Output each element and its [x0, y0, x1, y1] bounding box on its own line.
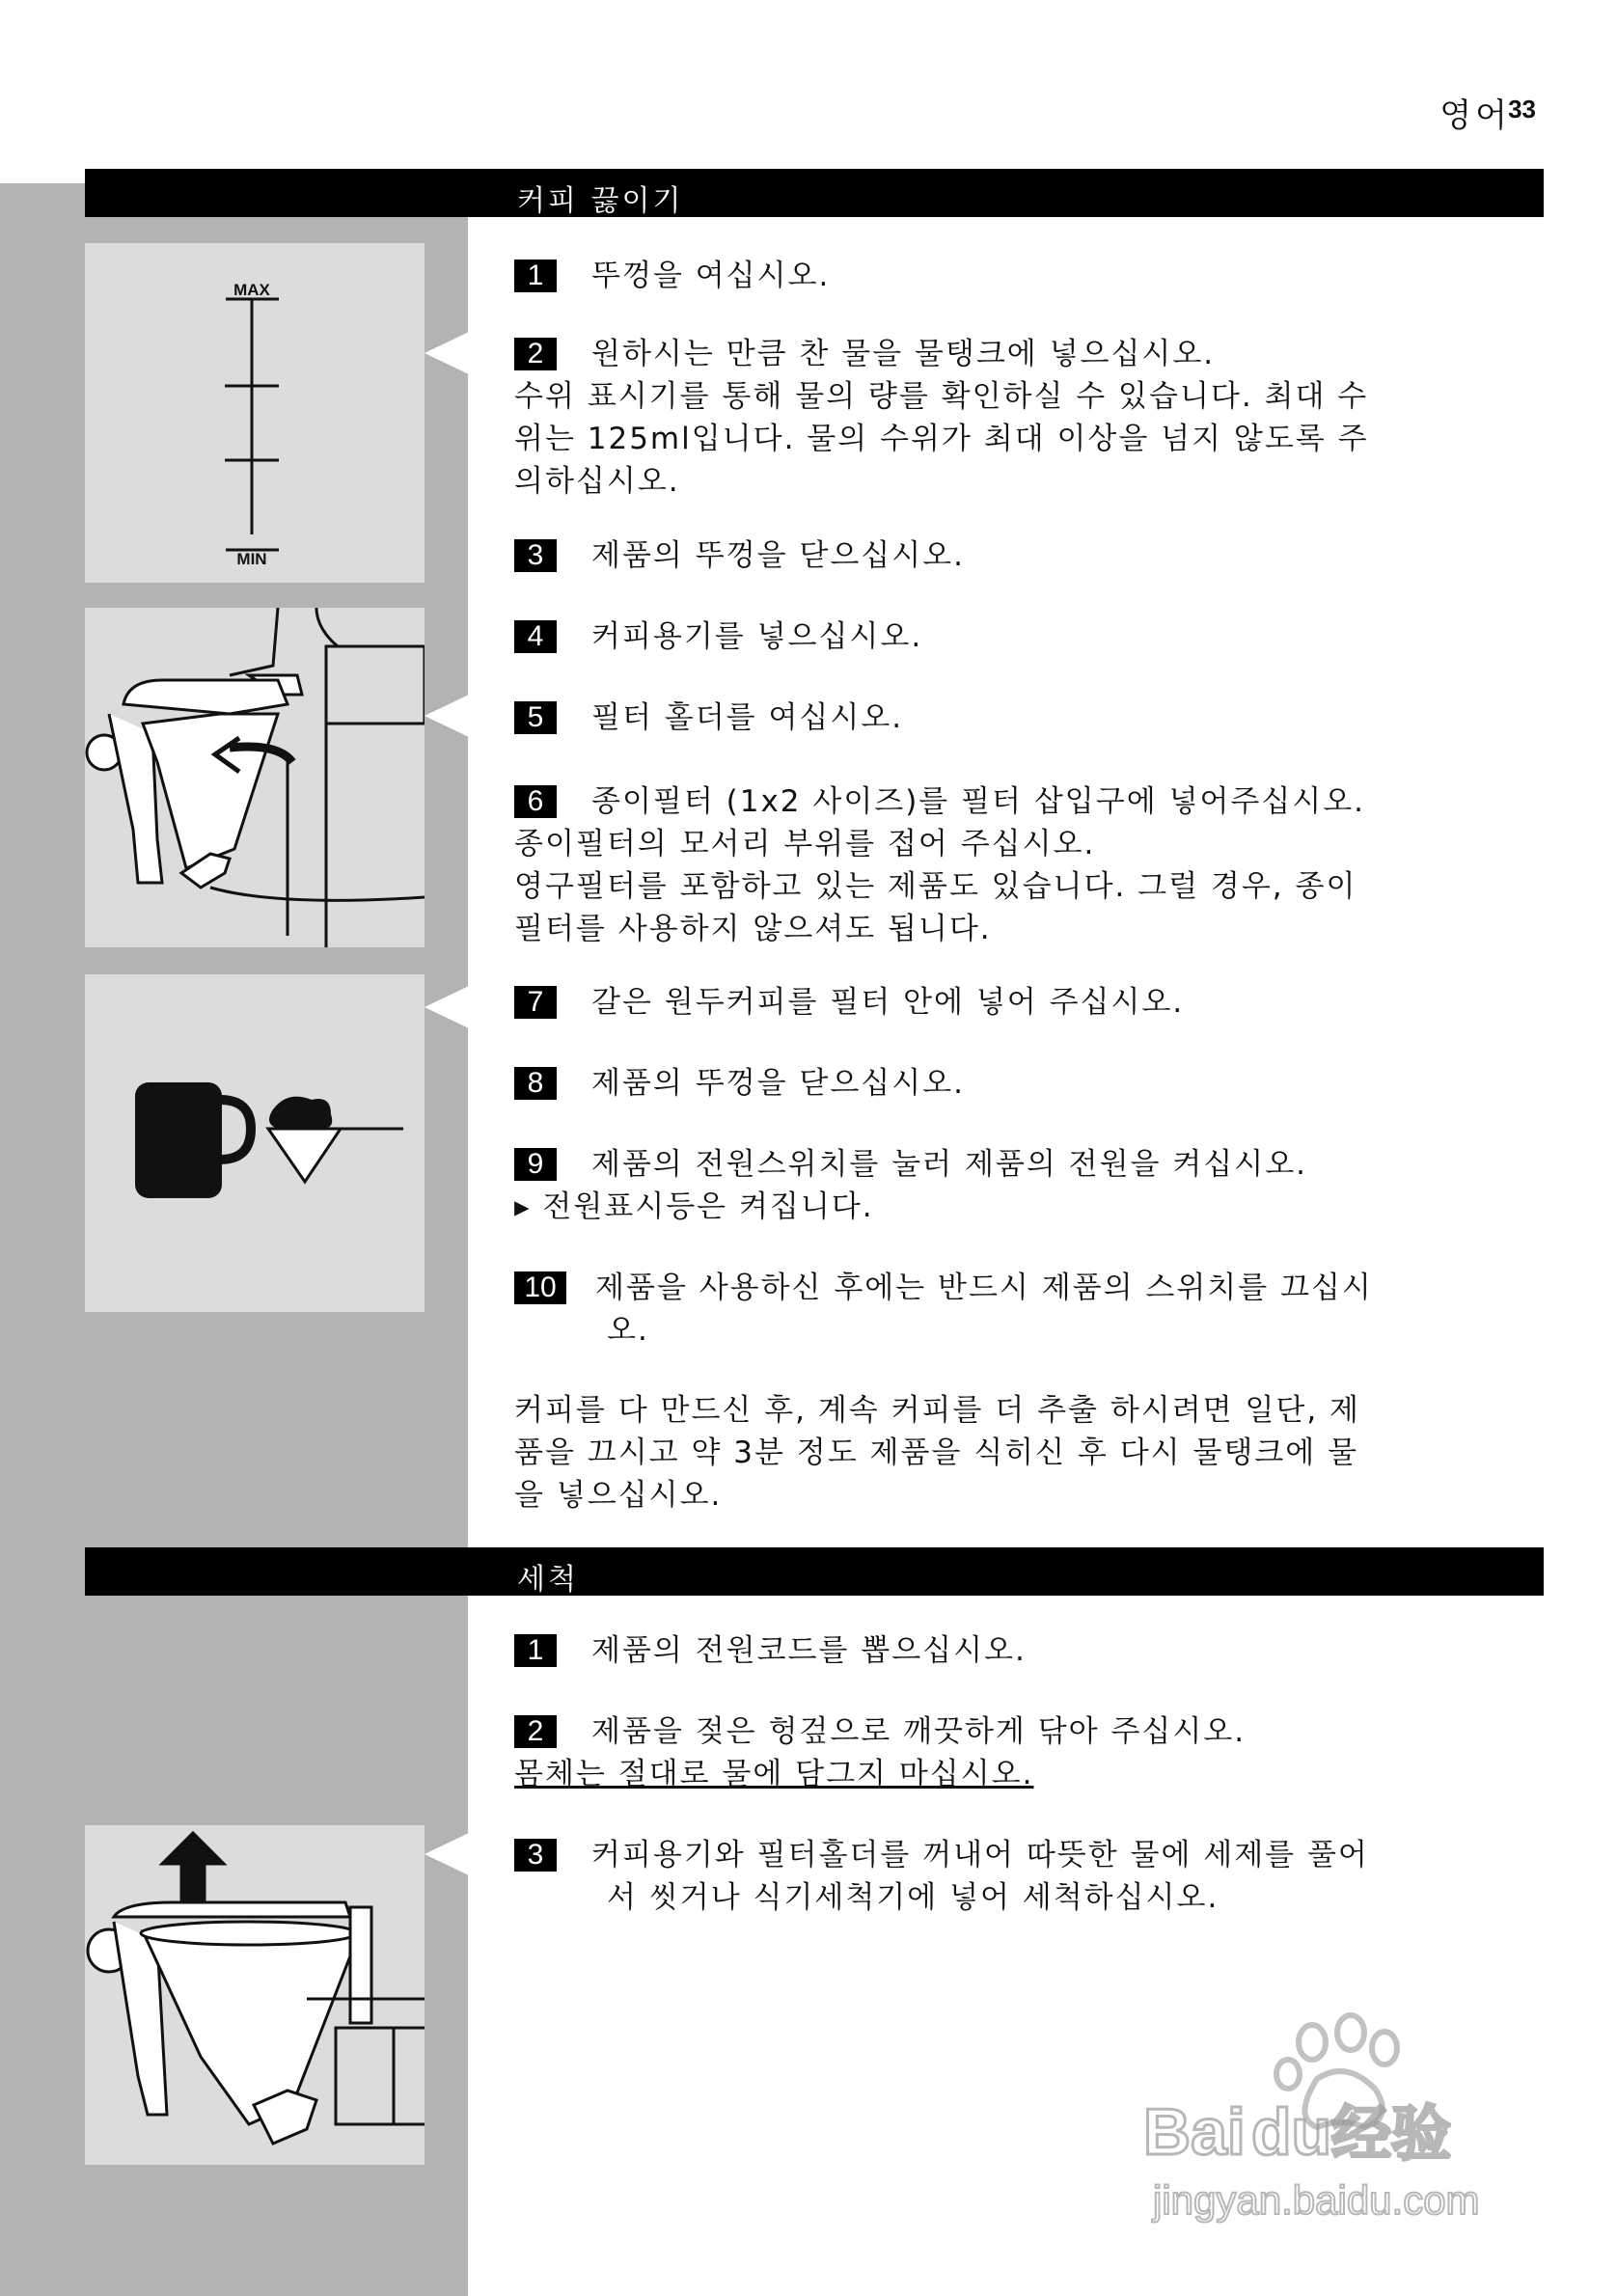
step-number: 2 [514, 338, 557, 370]
brew-step-4 [514, 615, 1547, 658]
step-text: 제품의 뚜껑을 닫으십시오. [591, 538, 965, 573]
step-detail: 종이필터의 모서리 부위를 접어 주십시오. [514, 827, 1096, 861]
pointer-arrow [425, 1833, 469, 1875]
step-text: 제품의 뚜껑을 닫으십시오. [591, 1066, 965, 1101]
filter-holder-illustration [85, 608, 425, 947]
step-text: 종이필터 (1x2 사이즈)를 필터 삽입구에 넣어주십시오. [591, 784, 1366, 819]
section-cleaning-bar [85, 1547, 1544, 1596]
step-number: 1 [514, 260, 557, 292]
note-line: 커피를 다 만드신 후, 계속 커피를 더 추출 하시려면 일단, 제 [514, 1393, 1361, 1428]
header-language: 영어 [1439, 96, 1511, 135]
clean-step-2 [514, 1710, 1547, 1795]
pointer-arrow [425, 332, 469, 374]
step-text-continued: 서 씻거나 식기세척기에 넣어 세척하십시오. [607, 1880, 1220, 1915]
step-detail: 필터를 사용하지 않으셔도 됩니다. [514, 912, 992, 946]
step-text: 뚜껑을 여십시오. [591, 259, 831, 293]
section-brewing-title: 커피 끓이기 [517, 184, 684, 218]
step-text: 필터 홀더를 여십시오. [591, 700, 904, 735]
step-text: 제품을 사용하신 후에는 반드시 제품의 스위치를 끄십시 [595, 1271, 1373, 1305]
step-text: 제품의 전원스위치를 눌러 제품의 전원을 켜십시오. [591, 1147, 1307, 1182]
step-text: 커피용기와 필터홀더를 꺼내어 따뜻한 물에 세제를 풀어 [591, 1838, 1369, 1872]
scoop-icon [268, 1129, 341, 1182]
brew-step-7 [514, 981, 1547, 1024]
step-number: 9 [514, 1148, 557, 1181]
brew-note [514, 1389, 1547, 1517]
brew-step-8 [514, 1062, 1547, 1105]
pointer-arrow [425, 695, 469, 737]
step-number: 1 [514, 1634, 557, 1667]
step-detail: 수위 표시기를 통해 물의 량를 확인하실 수 있습니다. 최대 수 [514, 379, 1369, 414]
brew-step-5 [514, 697, 1547, 739]
note-line: 을 넣으십시오. [514, 1478, 723, 1513]
max-label: MAX [233, 281, 270, 299]
mug-icon [135, 1082, 222, 1198]
step-number: 7 [514, 986, 557, 1019]
step-number: 5 [514, 701, 557, 734]
watermark-url: jingyan.baidu.com [1153, 2177, 1480, 2223]
note-line: 품을 끄시고 약 3분 정도 제품을 식히신 후 다시 물탱크에 물 [514, 1435, 1359, 1470]
step-detail: 영구필터를 포함하고 있는 제품도 있습니다. 그럴 경우, 종이 [514, 869, 1357, 904]
step-text: 원하시는 만큼 찬 물을 물탱크에 넣으십시오. [591, 337, 1216, 371]
coffee-grounds-icon [269, 1097, 332, 1129]
pointer-arrow [425, 986, 469, 1028]
step-text: 제품을 젖은 헝겊으로 깨끗하게 닦아 주십시오. [591, 1714, 1247, 1749]
section-brewing-bar [85, 169, 1544, 217]
step-number: 3 [514, 539, 557, 572]
clean-step-1 [514, 1629, 1547, 1672]
baidu-watermark [1143, 1982, 1529, 2243]
brew-step-9 [514, 1143, 1547, 1228]
step-number: 6 [514, 785, 557, 818]
brew-step-2 [514, 333, 1547, 503]
step-text: 제품의 전원코드를 뽑으십시오. [591, 1633, 1027, 1668]
brew-step-6 [514, 780, 1547, 950]
water-level-illustration [85, 243, 425, 583]
mug-and-scoop-illustration [85, 974, 425, 1312]
watermark-brand-2: du [1251, 2095, 1332, 2169]
clean-step-3 [514, 1834, 1547, 1919]
brew-step-3 [514, 534, 1547, 577]
step-result: ▸ 전원표시등은 켜집니다. [514, 1189, 874, 1224]
watermark-brand: Bai [1143, 2095, 1246, 2169]
brew-step-1 [514, 255, 1547, 297]
step-text: 갈은 원두커피를 필터 안에 넣어 주십시오. [591, 985, 1185, 1020]
step-text: 커피용기를 넣으십시오. [591, 619, 923, 654]
step-detail: 위는 125ml입니다. 물의 수위가 최대 이상을 넘지 않도록 주 [514, 422, 1369, 456]
up-arrow-icon [162, 1833, 224, 1910]
step-detail: 의하십시오. [514, 464, 680, 499]
step-number: 4 [514, 620, 557, 653]
min-label: MIN [236, 550, 267, 568]
step-number: 8 [514, 1067, 557, 1100]
watermark-cn: 经验 [1331, 2098, 1452, 2169]
step-number: 2 [514, 1715, 557, 1748]
step-text-continued: 오. [607, 1313, 649, 1348]
page-number: 33 [1508, 95, 1536, 123]
step-number: 3 [514, 1839, 557, 1872]
warning-text: 몸체는 절대로 물에 담그지 마십시오. [514, 1757, 1034, 1791]
brew-step-10 [514, 1267, 1547, 1352]
step-number: 10 [514, 1271, 566, 1304]
section-cleaning-title: 세척 [517, 1563, 579, 1597]
remove-filter-illustration [85, 1825, 425, 2165]
